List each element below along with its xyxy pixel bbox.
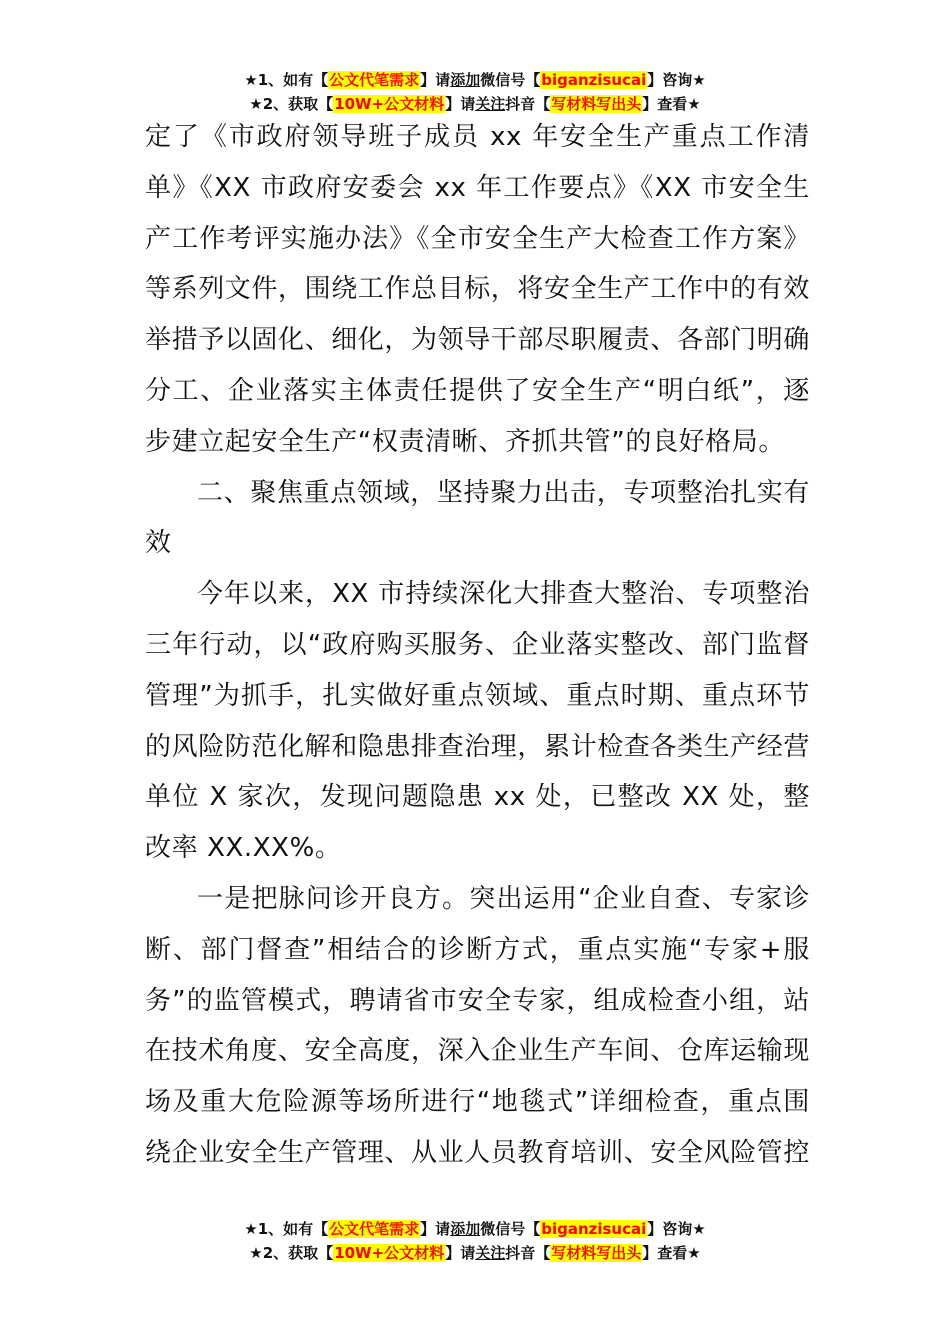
banner-highlight: 写材料写出头 — [551, 1244, 642, 1262]
banner-text: ★1、如有【 — [244, 71, 329, 89]
document-body — [145, 112, 810, 1179]
banner-text: 】咨询★ — [647, 71, 706, 89]
banner-text: 】查看★ — [642, 95, 701, 113]
banner-line-1 — [0, 1217, 950, 1241]
banner-text: 】请 — [445, 1244, 476, 1262]
banner-highlight: 10W+公文材料 — [334, 95, 445, 113]
banner-highlight: 公文代笔需求 — [329, 71, 420, 89]
banner-text: 微信号【 — [480, 1220, 541, 1238]
banner-text: 抖音【 — [505, 95, 551, 113]
body-paragraph: 定了《市政府领导班子成员 xx 年安全生产重点工作清单》《XX 市政府安委会 xx 年工作要点》《XX 市安全生产工作考评实施办法》《全市安全生产大检查工作方案》等系列文件，围绕工作总目标，将安全生产工作中的有效举措予以固化、细化，为领导干部尽职履责、各部门明确分工、企业落实主体责任提供了安全生产“明白纸”，逐步建立起安全生产“权责清晰、齐抓共管”的良好格局。 — [145, 122, 811, 457]
banner-underlined-text: 关注 — [475, 95, 506, 113]
banner-text: 】请 — [445, 95, 476, 113]
banner-text: 抖音【 — [505, 1244, 551, 1262]
banner-line-2 — [0, 1241, 950, 1265]
banner-text: 微信号【 — [480, 71, 541, 89]
banner-text: 】请 — [420, 71, 451, 89]
banner-wechat-id: biganzisucai — [541, 71, 647, 89]
banner-underlined-text: 关注 — [475, 1244, 506, 1262]
banner-text: ★2、获取【 — [249, 95, 334, 113]
banner-highlight: 10W+公文材料 — [334, 1244, 445, 1262]
footer-banner — [0, 1217, 950, 1265]
banner-highlight: 写材料写出头 — [551, 95, 642, 113]
header-banner — [0, 68, 950, 116]
banner-highlight: 公文代笔需求 — [329, 1220, 420, 1238]
banner-text: 】咨询★ — [647, 1220, 706, 1238]
section-heading: 二、聚焦重点领域，坚持聚力出击，专项整治扎实有效 — [145, 477, 810, 559]
banner-wechat-id: biganzisucai — [541, 1220, 647, 1238]
banner-text: 】查看★ — [642, 1244, 701, 1262]
banner-line-1 — [0, 68, 950, 92]
body-paragraph: 今年以来，XX 市持续深化大排查大整治、专项整治三年行动，以“政府购买服务、企业落实整改、部门监督管理”为抓手，扎实做好重点领域、重点时期、重点环节的风险防范化解和隐患排查治理，累计检查各类生产经营单位 X 家次，发现问题隐患 xx 处，已整改 XX 处，整改率 XX.XX%。 — [145, 579, 811, 864]
body-paragraph: 一是把脉问诊开良方。突出运用“企业自查、专家诊断、部门督查”相结合的诊断方式，重点实施“专家+服务”的监管模式，聘请省市安全专家，组成检查小组，站在技术角度、安全高度，深入企业生产车间、仓库运输现场及重大危险源等场所进行“地毯式”详细检查，重点围绕企业安全生产管理、从业人员教育培训、安全风险管控 — [145, 883, 811, 1168]
banner-underlined-text: 添加 — [450, 1220, 481, 1238]
banner-text: ★1、如有【 — [244, 1220, 329, 1238]
banner-text: ★2、获取【 — [249, 1244, 334, 1262]
banner-underlined-text: 添加 — [450, 71, 481, 89]
banner-text: 】请 — [420, 1220, 451, 1238]
